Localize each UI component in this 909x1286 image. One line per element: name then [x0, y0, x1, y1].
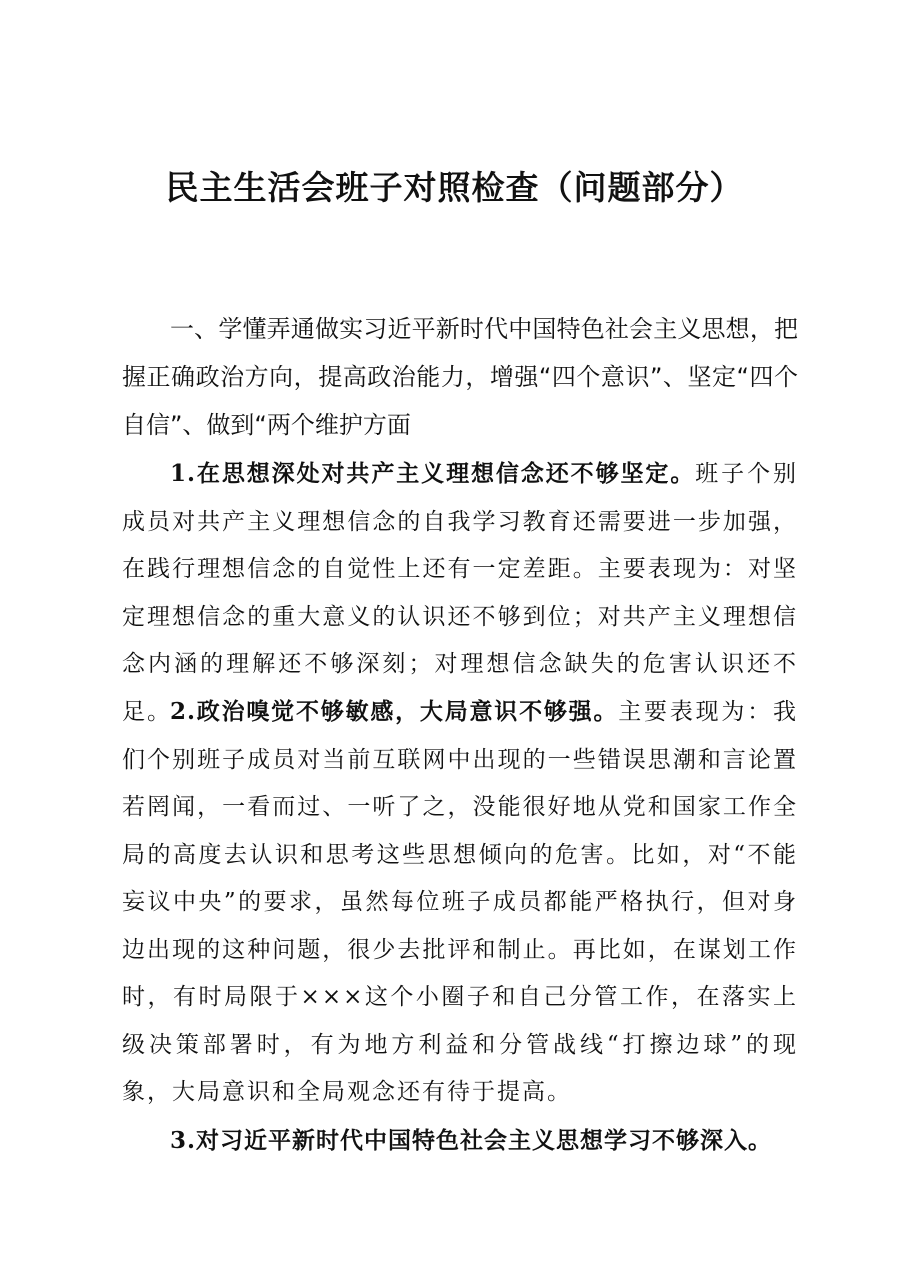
paragraph-item-2: [122, 688, 798, 1117]
item-3-lead: 3.对习近平新时代中国特色社会主义思想学习不够深入。: [170, 1127, 773, 1154]
paragraph-item-3: [122, 1117, 798, 1166]
document-title: 民主生活会班子对照检查（问题部分）: [165, 168, 744, 207]
item-2-body: 主要表现为：我们个别班子成员对当前互联网中出现的一些错误思潮和言论置若罔闻，一看而过、一听了之，没能很好地从党和国家工作全局的高度去认识和思考这些思想倾向的危害。比如，对“不能妄议中央”的要求，虽然每位班子成员都能严格执行，但对身边出现的这种问题，很少去批评和制止。再比如，在谋划工作时，有时局限于×××这个小圈子和自己分管工作，在落实上级决策部署时，有为地方利益和分管战线“打擦边球”的现象，大局意识和全局观念还有待于提高。: [122, 699, 798, 1105]
section-heading-text: 一、学懂弄通做实习近平新时代中国特色社会主义思想，把握正确政治方向，提高政治能力，增强“四个意识”、坚定“四个自信”、做到“两个维护方面: [122, 315, 798, 439]
item-1-body: 班子个别成员对共产主义理想信念的自我学习教育还需要进一步加强，在践行理想信念的自觉性上还有一定差距。主要表现为：对坚定理想信念的重大意义的认识还不够到位；对共产主义理想信念内涵的理解还不够深刻；对理想信念缺失的危害认识还不足。: [122, 461, 798, 725]
section-heading-1: [122, 305, 798, 449]
item-2-lead: 2.政治嗅觉不够敏感，大局意识不够强。: [170, 698, 619, 725]
item-1-lead: 1.在思想深处对共产主义理想信念还不够坚定。: [170, 460, 696, 487]
